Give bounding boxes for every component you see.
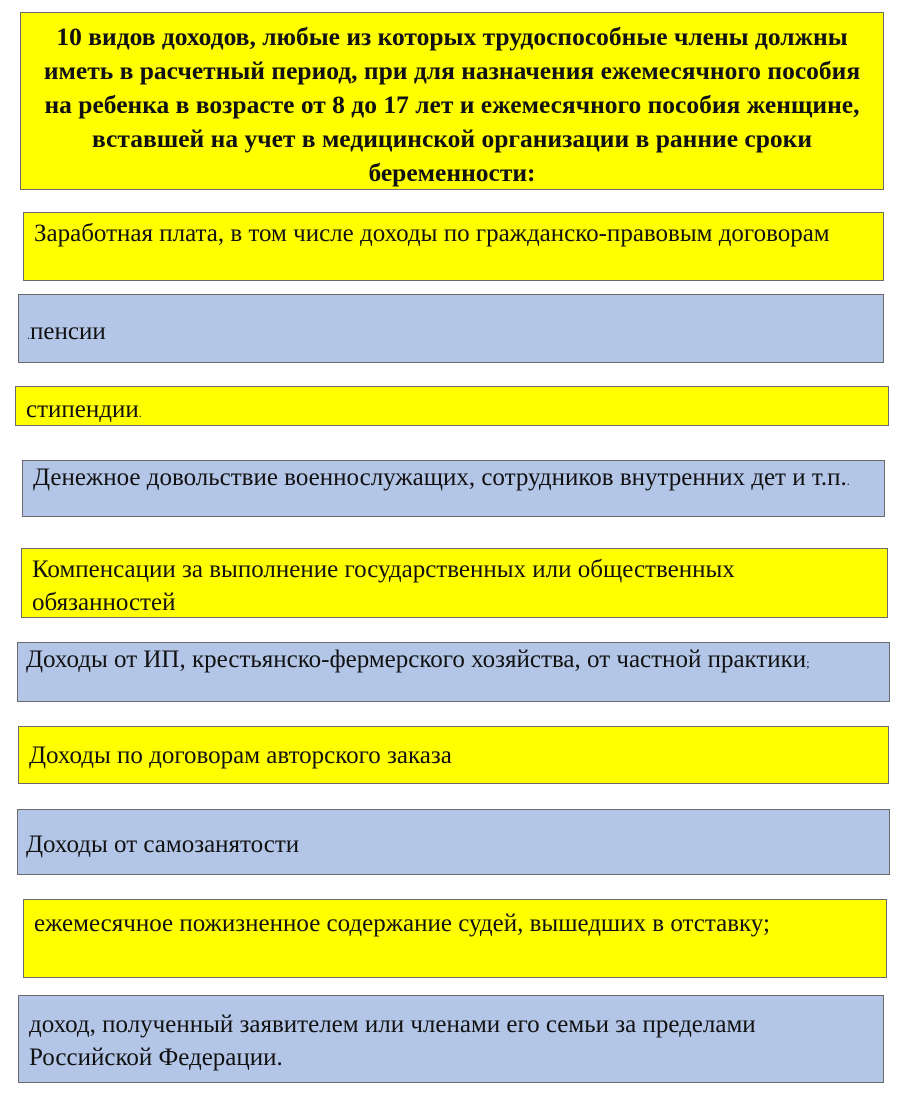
income-item-text: Заработная плата, в том числе доходы по гражданско-правовым договорам (34, 220, 830, 247)
income-item-text: Доходы от самозанятости (26, 831, 300, 858)
income-item-judges-maintenance (23, 899, 887, 978)
income-item-suffix: . (846, 474, 850, 488)
income-item-suffix: . (138, 406, 142, 420)
income-item-text: Компенсации за выполнение государственных или общественных обязанностей (32, 556, 735, 616)
income-item-prefix: . (27, 328, 30, 342)
income-item-pensions (18, 294, 884, 363)
income-item-foreign-income (18, 995, 884, 1083)
income-item-entrepreneur (17, 642, 890, 702)
income-item-author-contracts (18, 726, 889, 784)
header-box (20, 12, 884, 190)
income-item-compensations (21, 548, 888, 618)
income-item-text: Доходы от ИП, крестьянско-фермерского хозяйства, от частной практики (26, 646, 807, 673)
income-item-self-employment (17, 809, 890, 875)
income-item-scholarships (15, 386, 889, 426)
income-item-text: доход, полученный заявителем или членами его семьи за пределами Российской Федерации. (29, 1011, 756, 1071)
income-item-text: стипендии (26, 396, 139, 423)
income-item-military-allowance (22, 460, 885, 517)
income-item-text: ежемесячное пожизненное содержание судей, вышедших в отставку; (34, 910, 770, 937)
income-item-salary (23, 212, 884, 281)
income-item-suffix: ; (806, 656, 810, 670)
income-item-text: Доходы по договорам авторского заказа (29, 742, 452, 769)
income-item-text: пенсии (30, 318, 106, 345)
income-item-text: Денежное довольствие военнослужащих, сотрудников внутренних дет и т.п. (33, 464, 847, 491)
header-title: 10 видов доходов, любые из которых трудоспособные члены должны иметь в расчетный период, при для назначения ежемесячного пособия на ребенка в возрасте от 8 до 17 лет и ежемесячного пособия женщине, вставшей на учет в медицинской организации в ранние сроки беременности: (43, 22, 861, 187)
